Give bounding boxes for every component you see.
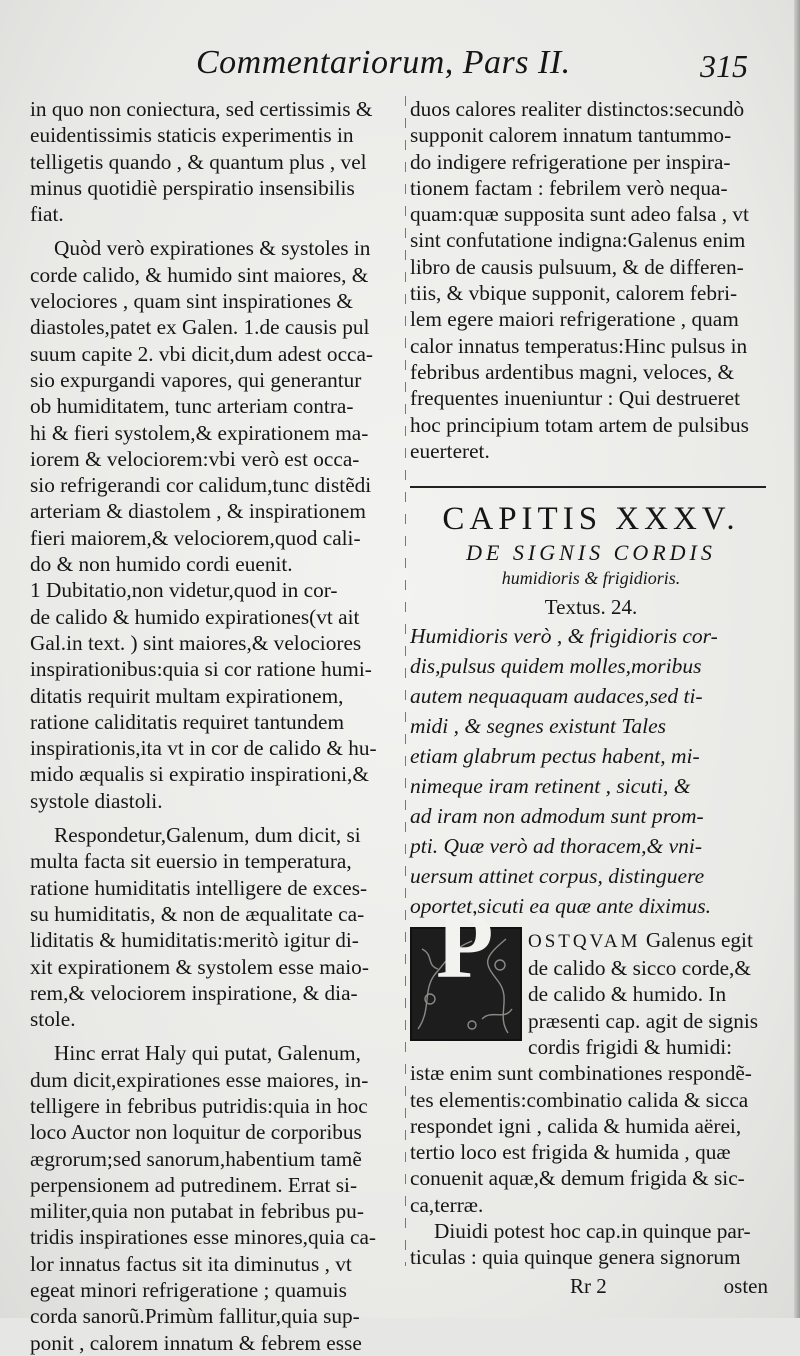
chapter-subtitle-2: humidioris & frigidioris. bbox=[501, 568, 681, 589]
text-line: ticulas : quia quinque genera signorum bbox=[410, 1245, 741, 1270]
text-line: sio refrigerandi cor calidum,tunc distẽdi bbox=[30, 473, 372, 498]
text-line: loco Auctor non loquitur de corporibus bbox=[30, 1120, 362, 1145]
text-line: inspirationibus:quia si cor ratione humi- bbox=[30, 657, 372, 682]
text-line: iorem & velociorem:vbi verò est occa- bbox=[30, 446, 360, 471]
italic-line: autem nequaquam audaces,sed ti- bbox=[410, 683, 703, 708]
text-line: fieri maiorem,& velociorem,quod cali- bbox=[30, 525, 361, 550]
text-line: multa facta sit euersio in temperatura, bbox=[30, 849, 352, 874]
text-line: Galenus egit bbox=[645, 927, 753, 952]
textus-label: Textus. 24. bbox=[544, 595, 638, 620]
section-rule bbox=[410, 486, 766, 488]
italic-line: oportet,sicuti ea quæ ante diximus. bbox=[410, 893, 711, 918]
text-line: inspirationis,ita vt in cor de calido & hu- bbox=[30, 736, 377, 761]
signature-mark: Rr 2 bbox=[570, 1273, 607, 1298]
text-line: febribus ardentibus magni, veloces, & bbox=[410, 359, 735, 384]
page-footer bbox=[410, 1273, 772, 1299]
text-line: ponit , calorem innatum & febrem esse bbox=[30, 1330, 362, 1355]
text-line: egeat minori refrigeratione ; quamuis bbox=[30, 1278, 347, 1303]
italic-line: midi , & segnes existunt Tales bbox=[410, 713, 667, 738]
page-number: 315 bbox=[700, 48, 748, 84]
text-line: militer,quia non putabat in febribus pu- bbox=[30, 1199, 364, 1224]
right-column bbox=[410, 96, 772, 1299]
italic-line: dis,pulsus quidem molles,moribus bbox=[410, 653, 702, 678]
text-line: suum capite 2. vbi dicit,dum adest occa- bbox=[30, 341, 374, 366]
text-line: de calido & humido expirationes(vt ait bbox=[30, 604, 360, 629]
text-line: ægrorum;sed sanorum,habentium tamẽ bbox=[30, 1146, 362, 1171]
column-divider bbox=[405, 96, 406, 1266]
text-line: mido æqualis si expiratio inspirationi,& bbox=[30, 762, 369, 787]
text-line: in quo non coniectura, sed certissimis & bbox=[30, 97, 373, 121]
text-line: Hinc errat Haly qui putat, Galenum, bbox=[54, 1041, 361, 1066]
text-line: tridis inspirationes esse minores,quia ca- bbox=[30, 1225, 376, 1250]
chapter-subtitle: DE SIGNIS CORDIS bbox=[466, 540, 716, 566]
text-line: dum dicit,expirationes esse maiores, in- bbox=[30, 1067, 369, 1092]
text-line: euidentissimis staticis experimentis in bbox=[30, 123, 354, 148]
text-line: præsenti cap. agit de signis bbox=[528, 1008, 759, 1033]
first-word: OSTQVAM bbox=[528, 930, 641, 952]
catchword: osten bbox=[723, 1273, 768, 1298]
text-line: corde calido, & humido sint maiores, & bbox=[30, 262, 369, 287]
text-line: perpensionem ad putredinem. Errat si- bbox=[30, 1172, 358, 1197]
text-line: fiat. bbox=[30, 202, 64, 227]
text-line: libro de causis pulsuum, & de differen- bbox=[410, 254, 744, 279]
text-line: 1 Dubitatio,non videtur,quod in cor- bbox=[30, 578, 338, 603]
text-line: hoc principium totam artem de pulsibus bbox=[410, 412, 749, 437]
text-line: ratione humiditatis intelligere de exces- bbox=[30, 875, 368, 900]
text-line: systole diastoli. bbox=[30, 788, 163, 813]
italic-line: etiam glabrum pectus habent, mi- bbox=[410, 743, 700, 768]
text-line: telligetis quando , & quantum plus , vel bbox=[30, 149, 367, 174]
initial-letter: P bbox=[436, 893, 494, 998]
italic-line: Humidioris verò , & frigidioris cor- bbox=[410, 623, 718, 648]
dropcap-lines bbox=[528, 927, 758, 1060]
text-line: quam:quæ supposita sunt adeo falsa , vt bbox=[410, 202, 749, 227]
text-line: euerteret. bbox=[410, 438, 490, 463]
quoted-text bbox=[410, 621, 772, 921]
italic-line: uersum attinet corpus, distinguere bbox=[410, 863, 705, 888]
left-column bbox=[30, 96, 402, 1356]
text-line: Quòd verò expirationes & systoles in bbox=[54, 236, 371, 261]
text-line: ditatis requirit multam expirationem, bbox=[30, 683, 344, 708]
text-line: do & non humido cordi euenit. bbox=[30, 552, 293, 577]
text-line: tionem factam : febrilem verò nequa- bbox=[410, 175, 728, 200]
italic-line: nimeque iram retinent , sicuti, & bbox=[410, 773, 691, 798]
text-line: calor innatus temperatus:Hinc pulsus in bbox=[410, 333, 748, 358]
decorated-initial bbox=[410, 893, 522, 1041]
text-line: su humiditatis, & non de æqualitate ca- bbox=[30, 901, 365, 926]
text-line: tiis, & vbique supponit, calorem febri- bbox=[410, 281, 738, 306]
text-line: sint confutatione indigna:Galenus enim bbox=[410, 228, 746, 253]
text-line: rem,& velociorem inspiratione, & dia- bbox=[30, 980, 358, 1005]
text-line: supponit calorem innatum tantummo- bbox=[410, 123, 732, 148]
text-line: sio expurgandi vapores, qui generantur bbox=[30, 367, 362, 392]
text-line: stole. bbox=[30, 1007, 76, 1032]
text-line: velociores , quam sint inspirationes & bbox=[30, 289, 353, 314]
text-line: xit expirationem & systolem esse maio- bbox=[30, 954, 369, 979]
text-line: ca,terræ. bbox=[410, 1192, 484, 1217]
page-header bbox=[0, 40, 800, 94]
text-line: Gal.in text. ) sint maiores,& velociores bbox=[30, 630, 362, 655]
text-line: de calido & sicco corde,& bbox=[528, 956, 751, 981]
text-line: diastoles,patet ex Galen. 1.de causis pul bbox=[30, 315, 370, 340]
text-line: ratione caliditatis requiret tantundem bbox=[30, 709, 345, 734]
text-line: lem egere maiori refrigeratione , quam bbox=[410, 307, 739, 332]
chapter-title: CAPITIS XXXV. bbox=[442, 501, 740, 538]
text-line: lor innatus factus sit ita diminutus , vt bbox=[30, 1251, 352, 1276]
running-title: Commentariorum, Pars II. bbox=[196, 44, 571, 81]
text-line: telligere in febribus putridis:quia in hoc bbox=[30, 1093, 368, 1118]
text-line: hi & fieri systolem,& expirationem ma- bbox=[30, 420, 369, 445]
text-line: Diuidi potest hoc cap.in quinque par- bbox=[434, 1219, 751, 1244]
text-line: arteriam & diastolem , & inspirationem bbox=[30, 499, 366, 524]
text-line: Respondetur,Galenum, dum dicit, si bbox=[54, 823, 361, 848]
page-edge-shadow bbox=[794, 0, 800, 1318]
text-line: istæ enim sunt combinationes respondẽ- bbox=[410, 1061, 752, 1086]
italic-line: pti. Quæ verò ad thoracem,& vni- bbox=[410, 833, 702, 858]
text-line: respondet igni , calida & humida aërei, bbox=[410, 1113, 742, 1138]
text-line: liditatis & humiditatis:meritò igitur di- bbox=[30, 928, 359, 953]
text-line: do indigere refrigeratione per inspira- bbox=[410, 149, 731, 174]
text-line: de calido & humido. In bbox=[528, 982, 727, 1007]
italic-line: ad iram non admodum sunt prom- bbox=[410, 803, 704, 828]
text-line: minus quotidiè perspiratio insensibilis bbox=[30, 175, 355, 200]
text-line: frequentes inueniuntur : Qui destrueret bbox=[410, 386, 740, 411]
text-line: corda sanorũ.Primùm fallitur,quia sup- bbox=[30, 1304, 360, 1329]
text-line: cordis frigidi & humidi: bbox=[528, 1034, 733, 1059]
text-line: tes elementis:combinatio calida & sicca bbox=[410, 1087, 749, 1112]
text-line: ob humiditatem, tunc arteriam contra- bbox=[30, 394, 354, 419]
text-line: duos calores realiter distinctos:secundò bbox=[410, 97, 745, 121]
text-line: tertio loco est frigida & humida , quæ bbox=[410, 1140, 731, 1165]
text-line: conuenit aquæ,& demum frigida & sic- bbox=[410, 1166, 745, 1191]
